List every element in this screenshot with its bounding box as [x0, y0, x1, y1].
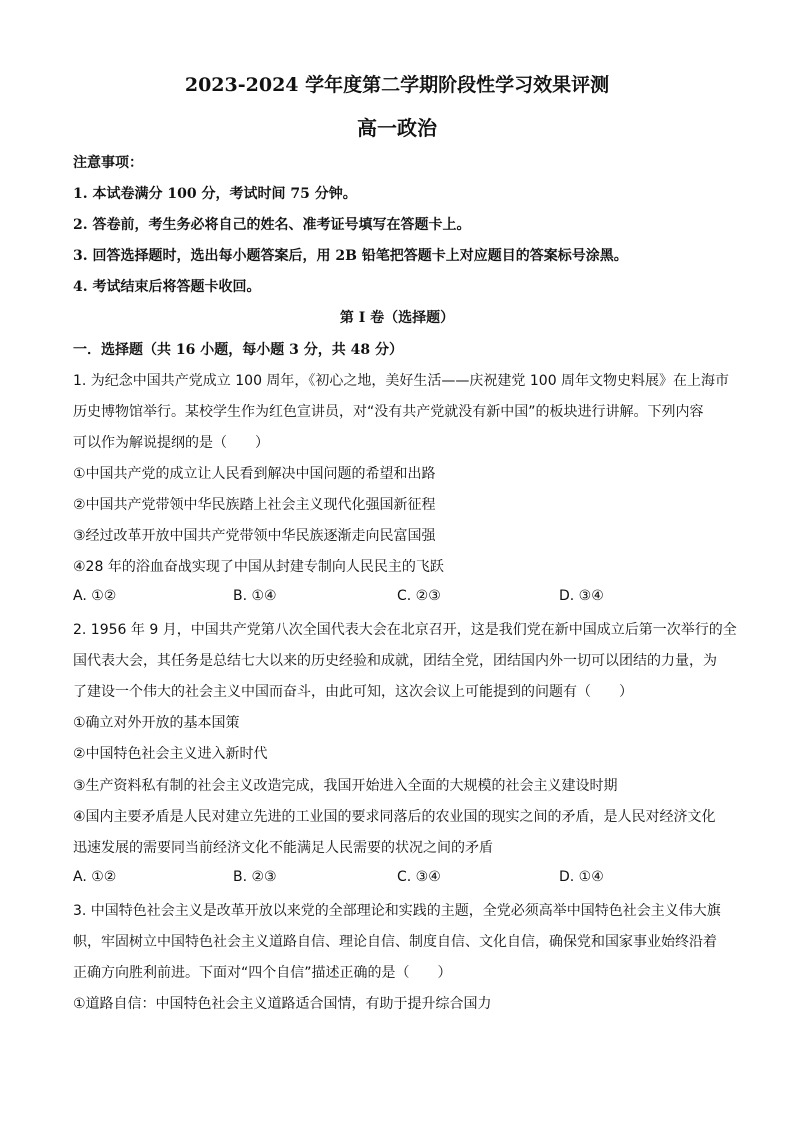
exam-subject: 高一政治 — [357, 116, 437, 140]
statement: ③生产资料私有制的社会主义改造完成，我国开始进入全面的大规模的社会主义建设时期 — [73, 778, 618, 794]
notice-item: 2. 答卷前，考生务必将自己的姓名、准考证号填写在答题卡上。 — [73, 217, 471, 233]
question-text: 国代表大会，其任务是总结七大以来的历史经验和成就，团结全党，团结国内外一切可以团结的力量，为 — [73, 653, 717, 669]
option-b: B. ②③ — [233, 869, 277, 885]
question-text: 帜，牢固树立中国特色社会主义道路自信、理论自信、制度自信、文化自信，确保党和国家事业始终沿着 — [73, 934, 717, 950]
question-text: 历史博物馆举行。某校学生作为红色宣讲员，对“没有共产党就没有新中国”的板块进行讲解。下列内容 — [73, 404, 704, 420]
notice-item: 3. 回答选择题时，选出每小题答案后，用 2B 铅笔把答题卡上对应题目的答案标号涂黑。 — [73, 248, 628, 264]
notice-item: 4. 考试结束后将答题卡收回。 — [73, 279, 261, 295]
statement: ②中国共产党带领中华民族踏上社会主义现代化强国新征程 — [73, 497, 436, 513]
option-a: A. ①② — [73, 869, 117, 885]
option-d: D. ③④ — [559, 588, 604, 604]
statement: ①道路自信：中国特色社会主义道路适合国情，有助于提升综合国力 — [73, 996, 492, 1012]
exam-title: 2023-2024 学年度第二学期阶段性学习效果评测 — [184, 74, 610, 96]
statement: 迅速发展的需要同当前经济文化不能满足人民需要的状况之间的矛盾 — [73, 840, 493, 856]
question-text: 2. 1956 年 9 月，中国共产党第八次全国代表大会在北京召开，这是我们党在新中国成立后第一次举行的全 — [73, 622, 737, 638]
statement: ①中国共产党的成立让人民看到解决中国问题的希望和出路 — [73, 466, 436, 482]
statement: ④国内主要矛盾是人民对建立先进的工业国的要求同落后的农业国的现实之间的矛盾，是人民对经济文化 — [73, 809, 716, 825]
statement: ③经过改革开放中国共产党带领中华民族逐渐走向民富国强 — [73, 528, 436, 544]
notice-heading: 注意事项： — [73, 155, 143, 171]
option-c: C. ③④ — [397, 869, 441, 885]
question-text: 可以作为解说提纲的是（ ） — [73, 435, 269, 451]
question-text: 了建设一个伟大的社会主义中国而奋斗，由此可知，这次会议上可能提到的问题有（ ） — [73, 684, 633, 700]
question-text: 3. 中国特色社会主义是改革开放以来党的全部理论和实践的主题，全党必须高举中国特色社会主义伟大旗 — [73, 903, 721, 919]
option-b: B. ①④ — [233, 588, 277, 604]
question-text: 1. 为纪念中国共产党成立 100 周年，《初心之地，美好生活——庆祝建党 100 周年文物史料展》在上海市 — [73, 373, 730, 389]
option-d: D. ①④ — [559, 869, 604, 885]
statement: ④28 年的浴血奋战实现了中国从封建专制向人民民主的飞跃 — [73, 559, 444, 575]
part-heading: 一．选择题（共 16 小题，每小题 3 分，共 48 分） — [73, 342, 403, 358]
option-c: C. ②③ — [397, 588, 441, 604]
statement: ②中国特色社会主义进入新时代 — [73, 746, 268, 762]
option-a: A. ①② — [73, 588, 117, 604]
notice-item: 1. 本试卷满分 100 分，考试时间 75 分钟。 — [73, 186, 357, 202]
statement: ①确立对外开放的基本国策 — [73, 715, 240, 731]
question-text: 正确方向胜利前进。下面对“四个自信”描述正确的是（ ） — [73, 965, 452, 981]
section-title: 第 I 卷（选择题） — [339, 310, 455, 326]
